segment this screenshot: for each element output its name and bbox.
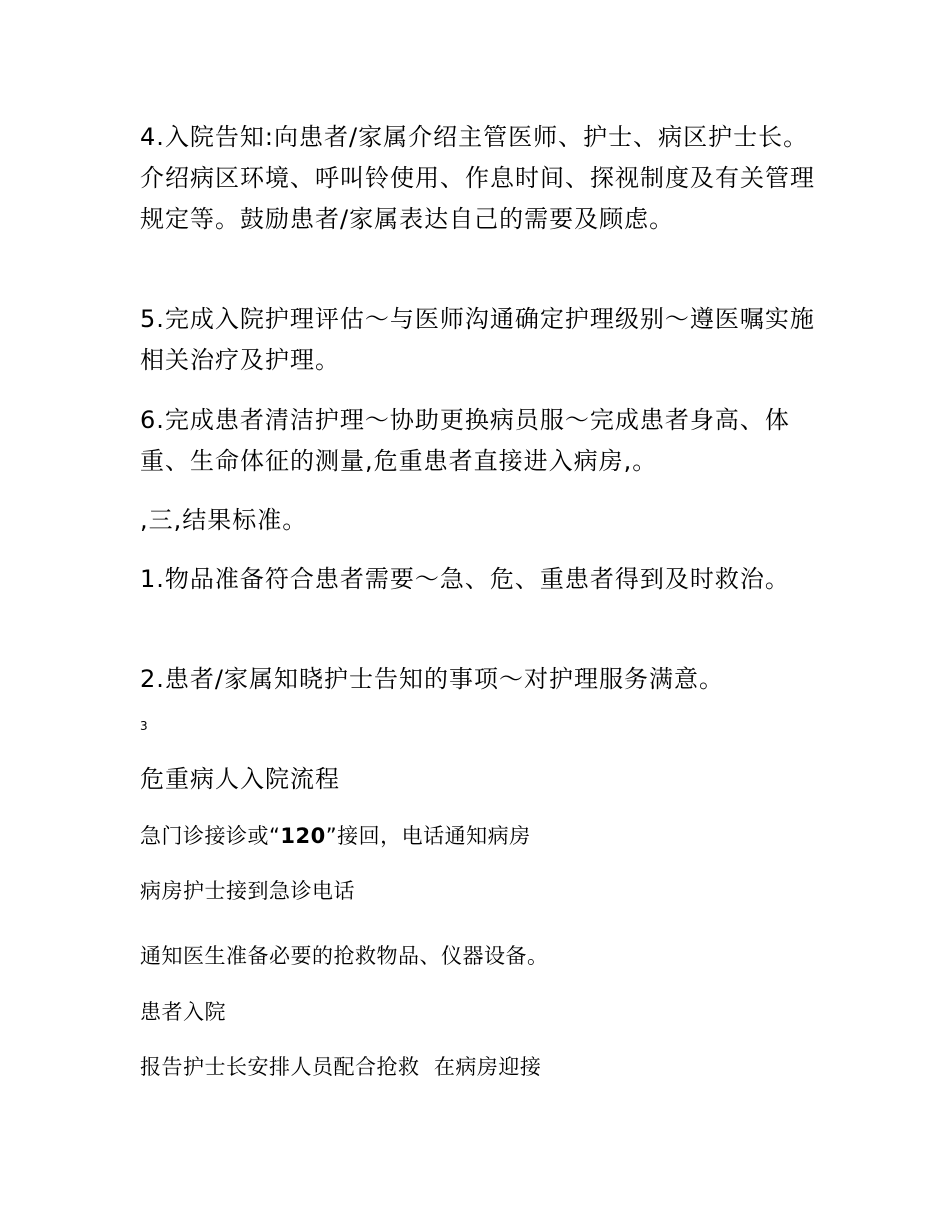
paragraph-result-item-2: 2.患者/家属知晓护士告知的事项～对护理服务满意。 xyxy=(140,665,724,693)
paragraph-result-standard-heading: ,三,结果标准。 xyxy=(140,506,308,534)
flow-step-report-head-nurse: 报告护士长安排人员配合抢救 在病房迎接 xyxy=(140,1055,542,1079)
flow-step-1-number: 120 xyxy=(280,824,326,848)
section-title: 危重病人入院流程 xyxy=(140,765,340,793)
paragraph-admission-notice: 4.入院告知:向患者/家属介绍主管医师、护士、病区护士长。介绍病区环境、呼叫铃使用、作息时间、探视制度及有关管理规定等。鼓励患者/家属表达自己的需要及顾虑。 xyxy=(140,123,815,233)
paragraph-result-item-1: 1.物品准备符合患者需要～急、危、重患者得到及时救治。 xyxy=(140,565,790,593)
paragraph-nursing-assessment: 5.完成入院护理评估～与医师沟通确定护理级别～遵医嘱实施相关治疗及护理。 xyxy=(140,305,815,374)
page-number: 3 xyxy=(140,719,148,733)
flow-step-1-suffix: ”接回，电话通知病房 xyxy=(325,824,531,848)
flow-step-emergency-reception xyxy=(140,821,840,851)
paragraph-cleaning-care: 6.完成患者清洁护理～协助更换病员服～完成患者身高、体重、生命体征的测量,危重患者直接进入病房,。 xyxy=(140,406,790,475)
flow-step-ward-nurse-call: 病房护士接到急诊电话 xyxy=(140,879,355,903)
flow-step-prepare-equipment: 通知医生准备必要的抢救物品、仪器设备。 xyxy=(140,944,549,968)
flow-step-patient-admission: 患者入院 xyxy=(140,1000,226,1024)
flow-step-1-prefix: 急门诊接诊或“ xyxy=(140,824,281,848)
